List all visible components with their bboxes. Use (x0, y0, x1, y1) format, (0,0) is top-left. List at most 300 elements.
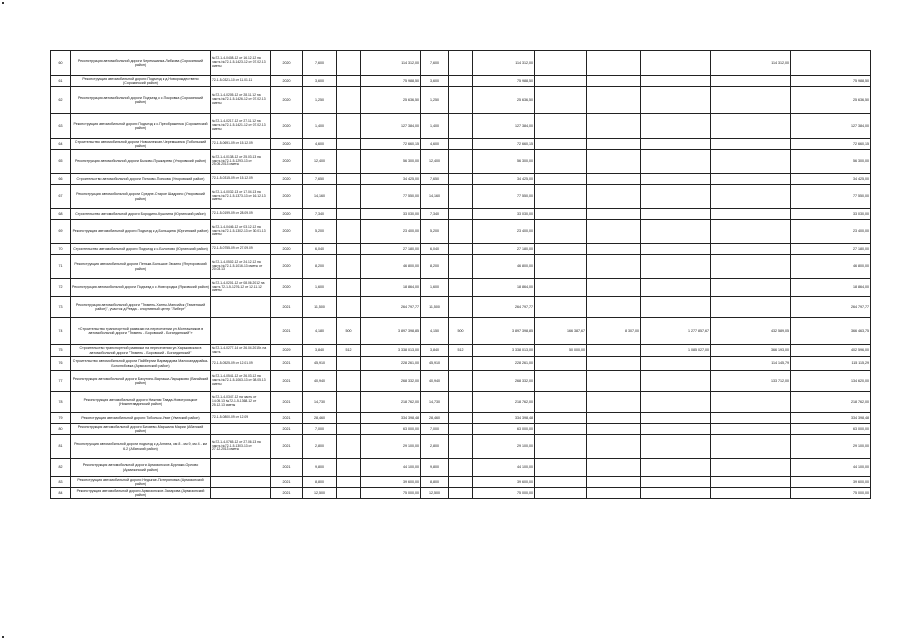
cell-c5 (337, 209, 361, 220)
cell-c5 (337, 87, 361, 114)
cell-name: Реконструкция автомобильной дороги Подъезд к д.Больщина (Юргинский район) (71, 220, 211, 244)
cell-c7: 5,200 (421, 220, 449, 244)
cell-c11 (587, 413, 641, 424)
cell-c7: 7,000 (421, 424, 449, 435)
cell-name: Строительство автомобильной дороги Новоалексан-Черемшанка (Тобольский район) (71, 139, 211, 150)
cell-c8 (449, 255, 473, 279)
cell-name: Реконструкция автомобильной дороги Подъезд к с.Преображенка (Сорокинский район) (71, 114, 211, 139)
cell-n: 62 (51, 87, 71, 114)
cell-c7: 8,200 (421, 255, 449, 279)
cell-c9: 25 636,50 (473, 87, 535, 114)
cell-doc: №72-1-4-0032-13 от 17.04.13 на часть №72-1-5-1373-13 от 16.12.13 сметы (211, 185, 271, 209)
cell-c7: 2,800 (421, 435, 449, 459)
cell-c10 (535, 413, 587, 424)
cell-c6: 114 312,00 (361, 51, 421, 76)
cell-len: 4,600 (303, 139, 337, 150)
cell-c8 (449, 435, 473, 459)
cell-c10 (535, 279, 587, 297)
cell-n: 60 (51, 51, 71, 76)
cell-doc: №72-1-4-0217-12 от 27.11.12 на часть №72-1-5-1421-12 от 07.02.13 сметы (211, 114, 271, 139)
cell-c10 (535, 244, 587, 255)
table-row (51, 51, 871, 76)
cell-c8 (449, 51, 473, 76)
cell-c12 (641, 392, 711, 413)
cell-year: 2020 (271, 76, 303, 87)
cell-c10 (535, 488, 587, 499)
cell-c8 (449, 76, 473, 87)
cell-c11 (587, 150, 641, 174)
cell-c13: 114 312,00 (711, 51, 791, 76)
cell-c5 (337, 424, 361, 435)
cell-len: 7,000 (303, 424, 337, 435)
cell-c5 (337, 150, 361, 174)
cell-c9: 114 312,00 (473, 51, 535, 76)
cell-c5 (337, 392, 361, 413)
cell-c6: 18 864,00 (361, 279, 421, 297)
cell-c6: 33 030,00 (361, 209, 421, 220)
table-row (51, 345, 871, 357)
cell-c10 (535, 139, 587, 150)
cell-c10 (535, 459, 587, 477)
cell-name: Строительство автомобильной дороги Пайбергии Варвардова Малосалдарайка-Боголюбовка (Армизонский район) (71, 357, 211, 371)
cell-c8 (449, 279, 473, 297)
cell-c12 (641, 488, 711, 499)
table-row (51, 413, 871, 424)
cell-c9: 29 100,00 (473, 435, 535, 459)
cell-doc (211, 488, 271, 499)
cell-c12 (641, 209, 711, 220)
cell-c11 (587, 279, 641, 297)
cell-c8 (449, 150, 473, 174)
cell-c5 (337, 114, 361, 139)
cell-c7: 14,730 (421, 392, 449, 413)
cell-c6: 75 988,50 (361, 76, 421, 87)
cell-c14: 334 398,48 (791, 413, 871, 424)
cell-c7: 40,940 (421, 371, 449, 392)
cell-name: Строительство автомобильной дороги Подъезд к с.Болотово (Юргинский район) (71, 244, 211, 255)
cell-c5 (337, 255, 361, 279)
cell-name: «Строительство транспортной развязки на пересечении ул.Монтажников в автомобильной дороги "Тюмень - Боровский - Богандинский"» (71, 318, 211, 345)
cell-c6: 77 550,00 (361, 185, 421, 209)
table-row (51, 185, 871, 209)
cell-year: 2020 (271, 255, 303, 279)
cell-c5 (337, 244, 361, 255)
cell-c11 (587, 244, 641, 255)
cell-c14 (791, 51, 871, 76)
cell-n: 80 (51, 424, 71, 435)
cell-c8 (449, 424, 473, 435)
cell-c5 (337, 279, 361, 297)
cell-c8 (449, 357, 473, 371)
table-row (51, 435, 871, 459)
cell-len: 14,160 (303, 185, 337, 209)
cell-c10 (535, 114, 587, 139)
cell-c10 (535, 185, 587, 209)
cell-c12 (641, 413, 711, 424)
cell-c5 (337, 220, 361, 244)
cell-c9: 39 600,00 (473, 477, 535, 488)
cell-c6: 27 180,00 (361, 244, 421, 255)
cell-c12 (641, 459, 711, 477)
cell-c14: 29 100,00 (791, 435, 871, 459)
cell-len: 4,180 (303, 318, 337, 345)
cell-c11 (587, 459, 641, 477)
cell-c13: 133 712,00 (711, 371, 791, 392)
cell-c10 (535, 209, 587, 220)
cell-c12: 1 085 027,00 (641, 345, 711, 357)
cell-c5 (337, 371, 361, 392)
cell-name: Реконструкция автомобильной дороги Пеньки-Большое Зюзино (Ялуторовский район) (71, 255, 211, 279)
table-row (51, 139, 871, 150)
cell-c14: 115 115,29 (791, 357, 871, 371)
cell-n: 65 (51, 150, 71, 174)
cell-c11: 8 307,00 (587, 318, 641, 345)
cell-c7: 3,600 (421, 76, 449, 87)
cell-doc: 72-1-5-0755-09 от 27.09.09 (211, 244, 271, 255)
cell-c9: 56 300,00 (473, 150, 535, 174)
cell-c13 (711, 114, 791, 139)
cell-c6: 23 400,00 (361, 220, 421, 244)
cell-n: 84 (51, 488, 71, 499)
cell-c7: 4,150 (421, 318, 449, 345)
cell-c12 (641, 174, 711, 185)
cell-c14: 34 425,00 (791, 174, 871, 185)
cell-c11 (587, 371, 641, 392)
cell-c13: 114 145,79 (711, 357, 791, 371)
cell-c10 (535, 392, 587, 413)
cell-c10: 50 000,00 (535, 345, 587, 357)
cell-c14: 75 988,50 (791, 76, 871, 87)
cell-c6: 264 797,77 (361, 297, 421, 318)
cell-year: 2021 (271, 392, 303, 413)
cell-year: 2029 (271, 345, 303, 357)
cell-c13 (711, 244, 791, 255)
cell-len: 3,840 (303, 345, 337, 357)
cell-len: 12,400 (303, 150, 337, 174)
cell-c12 (641, 51, 711, 76)
cell-c8 (449, 209, 473, 220)
cell-c9: 3 897 398,85 (473, 318, 535, 345)
cell-doc: 72-1-5-0315-09 от 15.12.09 (211, 174, 271, 185)
road-works-table (50, 50, 871, 499)
table-row (51, 297, 871, 318)
cell-c14: 25 636,50 (791, 87, 871, 114)
cell-c12 (641, 371, 711, 392)
cell-len: 2,800 (303, 435, 337, 459)
cell-c9: 33 030,00 (473, 209, 535, 220)
cell-len: 8,800 (303, 477, 337, 488)
cell-c13 (711, 139, 791, 150)
cell-c11 (587, 185, 641, 209)
cell-c9: 264 797,77 (473, 297, 535, 318)
cell-c13 (711, 87, 791, 114)
cell-c8 (449, 244, 473, 255)
cell-c10 (535, 357, 587, 371)
table-row (51, 279, 871, 297)
cell-len: 45,910 (303, 357, 337, 371)
cell-name: Реконструкция автомобильной дороги Средне-Старое Шадрино (Упоровский район) (71, 185, 211, 209)
cell-c8: 512 (449, 345, 473, 357)
cell-c11 (587, 255, 641, 279)
cell-c14: 23 400,00 (791, 220, 871, 244)
cell-c7: 7,650 (421, 174, 449, 185)
cell-c9: 75 988,50 (473, 76, 535, 87)
cell-c12 (641, 76, 711, 87)
cell-doc: №72-1-4-0541-12 от 26.03.12 на часть №72-1-5-1063-13 от 08.05.13 сметы (211, 371, 271, 392)
cell-name: Реконструкция автомобильной дороги "Тюмень-Ханты-Мансийск (Тюменский район)", участок д.Ревда - спортивный центр "Либерт" (71, 297, 211, 318)
cell-c5 (337, 488, 361, 499)
cell-len: 8,200 (303, 255, 337, 279)
cell-doc: №72-1-4-0201-12 от 08.06.2012 на часть 72-1-5-1276-12 от 12.11.12 сметы (211, 279, 271, 297)
cell-n: 82 (51, 459, 71, 477)
cell-c10 (535, 150, 587, 174)
cell-c13 (711, 150, 791, 174)
cell-year: 2021 (271, 459, 303, 477)
table-row (51, 392, 871, 413)
cell-doc: №72-1-4-0446-12 от 03.12.12 на часть №72-1-5-1302-13 от 30.01.13 сметы (211, 220, 271, 244)
cell-n: 76 (51, 357, 71, 371)
cell-c8: 500 (449, 318, 473, 345)
cell-c10 (535, 255, 587, 279)
cell-c7: 3,840 (421, 345, 449, 357)
cell-c9: 228 261,00 (473, 357, 535, 371)
cell-doc: №72-1-4-0138-12 от 25.03.13 на часть №72-1-5-1293-13 от 25.05.2013 сметы (211, 150, 271, 174)
cell-c13 (711, 459, 791, 477)
table-row (51, 114, 871, 139)
cell-c9: 268 332,00 (473, 371, 535, 392)
cell-c10: 166 387,67 (535, 318, 587, 345)
cell-c5: 500 (337, 318, 361, 345)
table-row (51, 488, 871, 499)
cell-n: 68 (51, 209, 71, 220)
cell-name: Реконструкция автомобильной дороги Армизонское-Бурлаки-Орлово (Армизонский район) (71, 459, 211, 477)
cell-c11 (587, 174, 641, 185)
cell-c7: 1,400 (421, 114, 449, 139)
cell-c9: 72 660,15 (473, 139, 535, 150)
cell-c14: 218 762,00 (791, 392, 871, 413)
cell-c11 (587, 435, 641, 459)
cell-c8 (449, 459, 473, 477)
cell-year: 2020 (271, 150, 303, 174)
cell-c12: 1 277 857,67 (641, 318, 711, 345)
cell-name: Реконструкция автомобильной дороги Тобольск-Уват (Уватский район) (71, 413, 211, 424)
cell-doc: 72-1-5-0199-09 от 28.09.09 (211, 209, 271, 220)
cell-c6: 75 000,00 (361, 488, 421, 499)
cell-name: Реконструкция автомобильной дороги Бизяево-Маршала Марии (Абатский район) (71, 424, 211, 435)
cell-year: 2020 (271, 87, 303, 114)
cell-name: Строительство транспортной развязки на пересечении ул.Харьковская в автомобильной дороги "Тюмень - Боровский - Богандинский" (71, 345, 211, 357)
cell-c13 (711, 185, 791, 209)
cell-c14: 56 300,00 (791, 150, 871, 174)
table-row (51, 318, 871, 345)
cell-name: Строительство автомобильной дороги Пятково-Попкова (Упоровский район) (71, 174, 211, 185)
cell-c11 (587, 220, 641, 244)
cell-c6: 3 338 013,00 (361, 345, 421, 357)
cell-c11 (587, 209, 641, 220)
cell-c13 (711, 435, 791, 459)
cell-n: 75 (51, 345, 71, 357)
cell-c13 (711, 488, 791, 499)
cell-doc: №72-1-4-0408-12 от 16.12.12 на часть №72-1-5-1423-12 от 07.02.13 сметы (211, 51, 271, 76)
cell-c12 (641, 150, 711, 174)
cell-c12 (641, 220, 711, 244)
cell-c6: 34 425,00 (361, 174, 421, 185)
cell-c5 (337, 139, 361, 150)
cell-c7: 6,040 (421, 244, 449, 255)
cell-len: 3,600 (303, 76, 337, 87)
cell-c5 (337, 76, 361, 87)
cell-c13 (711, 255, 791, 279)
cell-year: 2021 (271, 413, 303, 424)
cell-c8 (449, 297, 473, 318)
cell-name: Строительство автомобильной дороги Бородино-Кушлина (Юргинский район) (71, 209, 211, 220)
cell-name: Реконструкция автомобильной дороги Подъезд к с.Покровка (Сорокинский район) (71, 87, 211, 114)
cell-year: 2020 (271, 220, 303, 244)
cell-c12 (641, 477, 711, 488)
cell-c6: 46 800,00 (361, 255, 421, 279)
cell-n: 69 (51, 220, 71, 244)
cell-n: 67 (51, 185, 71, 209)
cell-c11 (587, 424, 641, 435)
cell-c11 (587, 87, 641, 114)
cell-c9: 34 425,00 (473, 174, 535, 185)
cell-c8 (449, 139, 473, 150)
cell-year: 2020 (271, 51, 303, 76)
cell-c12 (641, 279, 711, 297)
cell-c7: 4,600 (421, 139, 449, 150)
cell-doc: 72-1-5-0321-10 от 11.01.11 (211, 76, 271, 87)
cell-len: 7,650 (303, 174, 337, 185)
cell-c7: 28,460 (421, 413, 449, 424)
cell-c9: 334 398,48 (473, 413, 535, 424)
cell-year: 2021 (271, 477, 303, 488)
cell-c6: 228 261,00 (361, 357, 421, 371)
cell-c12 (641, 357, 711, 371)
cell-c14: 72 660,15 (791, 139, 871, 150)
cell-doc: №72-1-4-0347-12 на часть от 14.05.13 №72-1-5-1368-12 от 25.12.13 сметы (211, 392, 271, 413)
table-row (51, 220, 871, 244)
cell-c5 (337, 413, 361, 424)
cell-c12 (641, 87, 711, 114)
cell-c9: 18 864,00 (473, 279, 535, 297)
cell-c14: 77 550,00 (791, 185, 871, 209)
cell-c9: 3 338 013,00 (473, 345, 535, 357)
cell-c14: 63 000,00 (791, 424, 871, 435)
table-row (51, 244, 871, 255)
cell-c11 (587, 488, 641, 499)
cell-c11 (587, 392, 641, 413)
cell-c5 (337, 174, 361, 185)
cell-c13: 432 589,05 (711, 318, 791, 345)
cell-c8 (449, 477, 473, 488)
cell-n: 72 (51, 279, 71, 297)
cell-c6: 29 100,00 (361, 435, 421, 459)
cell-c13 (711, 279, 791, 297)
cell-c14: 46 800,00 (791, 255, 871, 279)
cell-name: Реконструкция автомобильной дороги Подъезд к д.Новорождествено (Сорокинский район) (71, 76, 211, 87)
cell-c8 (449, 174, 473, 185)
cell-len: 14,730 (303, 392, 337, 413)
cell-c7: 14,160 (421, 185, 449, 209)
cell-year: 2021 (271, 297, 303, 318)
cell-c13 (711, 392, 791, 413)
cell-name: Реконструкция автомобильной дороги Нижняя Тавда-Новотроицкое (Нижнетавдинский район) (71, 392, 211, 413)
cell-c8 (449, 114, 473, 139)
cell-c14: 39 600,00 (791, 477, 871, 488)
cell-c7: 8,800 (421, 477, 449, 488)
cell-len: 1,250 (303, 87, 337, 114)
cell-len: 40,940 (303, 371, 337, 392)
cell-len: 9,800 (303, 459, 337, 477)
cell-year: 2021 (271, 318, 303, 345)
table-row (51, 87, 871, 114)
cell-c13 (711, 209, 791, 220)
cell-c5 (337, 435, 361, 459)
cell-n: 63 (51, 114, 71, 139)
cell-c6: 25 636,50 (361, 87, 421, 114)
cell-c6: 268 332,00 (361, 371, 421, 392)
table-row (51, 209, 871, 220)
cell-c8 (449, 371, 473, 392)
cell-year: 2020 (271, 279, 303, 297)
table-row (51, 255, 871, 279)
cell-c5 (337, 185, 361, 209)
cell-doc: №72-1-4-0765-12 от 27.06.13 на часть №72-1-5-1303-13 от 27.12.2013 сметы (211, 435, 271, 459)
cell-doc: 72-1-5-0691-09 от 15.12.09 (211, 139, 271, 150)
cell-name: Реконструкция автомобильной дороги Недыгае-Потеряновка (Армизонский район) (71, 477, 211, 488)
cell-c6: 334 398,48 (361, 413, 421, 424)
cell-c12 (641, 255, 711, 279)
cell-c5 (337, 51, 361, 76)
cell-n: 71 (51, 255, 71, 279)
cell-c14: 18 864,00 (791, 279, 871, 297)
table-row (51, 371, 871, 392)
cell-c8 (449, 220, 473, 244)
cell-c5 (337, 477, 361, 488)
cell-c9: 75 000,00 (473, 488, 535, 499)
cell-year: 2021 (271, 371, 303, 392)
cell-n: 78 (51, 392, 71, 413)
cell-doc (211, 424, 271, 435)
cell-doc (211, 297, 271, 318)
cell-c14: 402 596,00 (791, 345, 871, 357)
cell-c6: 44 100,00 (361, 459, 421, 477)
cell-c7: 45,910 (421, 357, 449, 371)
cell-c11 (587, 139, 641, 150)
cell-year: 2020 (271, 209, 303, 220)
cell-len: 12,500 (303, 488, 337, 499)
cell-c9: 27 180,00 (473, 244, 535, 255)
cell-c6: 218 762,00 (361, 392, 421, 413)
cell-name: Реконструкция автомобильной дороги Бахутино-Варгаши-Ларщиково (Вагайский район) (71, 371, 211, 392)
cell-name: Реконструкция автомобильной дороги Армизонское-Захарова (Армизонский район) (71, 488, 211, 499)
cell-doc: №72-1-4-0205-12 от 28.11.12 на часть №72-1-5-1426-12 от 07.02.13 сметы (211, 87, 271, 114)
cell-doc (211, 477, 271, 488)
cell-year: 2020 (271, 114, 303, 139)
table-row (51, 357, 871, 371)
cell-c10 (535, 477, 587, 488)
cell-year: 2020 (271, 185, 303, 209)
cell-c6: 56 300,00 (361, 150, 421, 174)
cell-year: 2021 (271, 488, 303, 499)
cell-c7: 12,400 (421, 150, 449, 174)
table-row (51, 174, 871, 185)
cell-c14: 27 180,00 (791, 244, 871, 255)
cell-c7: 1,250 (421, 87, 449, 114)
cell-c7: 12,500 (421, 488, 449, 499)
cell-c6: 127 384,00 (361, 114, 421, 139)
cell-c12 (641, 424, 711, 435)
